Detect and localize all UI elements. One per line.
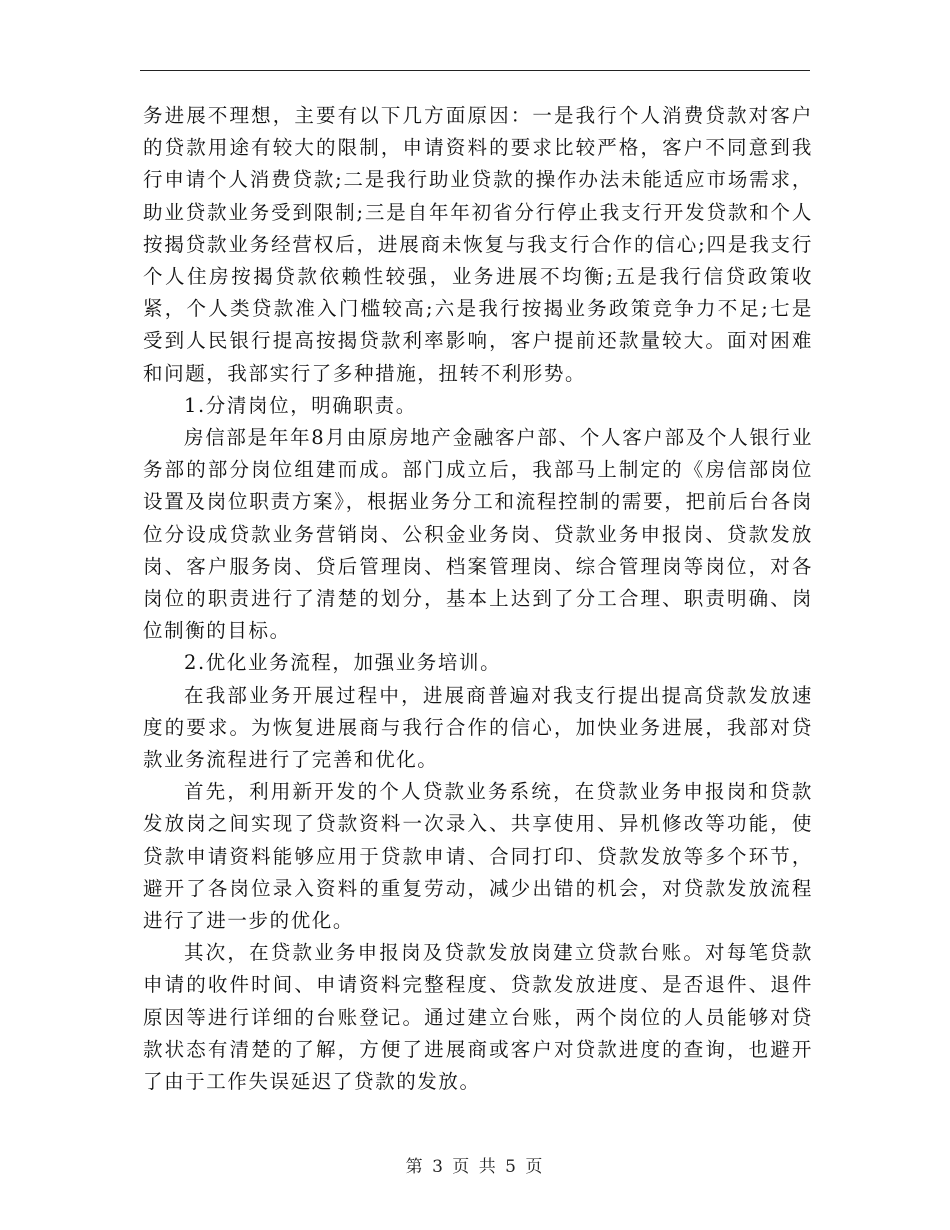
paragraph-second-measure: 其次，在贷款业务申报岗及贷款发放岗建立贷款台账。对每笔贷款申请的收件时间、申请资料完整程度、贷款发放进度、是否退件、退件原因等进行详细的台账登记。通过建立台账，两个岗位的人员能够对贷款状态有清楚的了解，方便了进展商或客户对贷款进度的查询，也避开了由于工作失误延迟了贷款的发放。 xyxy=(143,941,813,1094)
paragraph-first-measure: 首先，利用新开发的个人贷款业务系统，在贷款业务申报岗和贷款发放岗之间实现了贷款资料一次录入、共享使用、异机修改等功能，使贷款申请资料能够应用于贷款申请、合同打印、贷款发放等多个环节，避开了各岗位录入资料的重复劳动，减少出错的机会，对贷款发放流程进行了进一步的优化。 xyxy=(143,780,813,933)
paragraph-process-intro: 在我部业务开展过程中，进展商普遍对我支行提出提高贷款发放速度的要求。为恢复进展商与我行合作的信心，加快业务进展，我部对贷款业务流程进行了完善和优化。 xyxy=(143,683,813,772)
document-body xyxy=(143,100,813,1098)
section-heading-2: 2.优化业务流程，加强业务培训。 xyxy=(184,651,502,675)
paragraph-department-setup: 房信部是年年8月由原房地产金融客户部、个人客户部及个人银行业务部的部分岗位组建而成。部门成立后，我部马上制定的《房信部岗位设置及岗位职责方案》，根据业务分工和流程控制的需要，把前后台各岗位分设成贷款业务营销岗、公积金业务岗、贷款业务申报岗、贷款发放岗、客户服务岗、贷后管理岗、档案管理岗、综合管理岗等岗位，对各岗位的职责进行了清楚的划分，基本上达到了分工合理、职责明确、岗位制衡的目标。 xyxy=(143,426,813,643)
header-rule xyxy=(140,70,810,71)
paragraph-causes: 务进展不理想，主要有以下几方面原因：一是我行个人消费贷款对客户的贷款用途有较大的限制，申请资料的要求比较严格，客户不同意到我行申请个人消费贷款;二是我行助业贷款的操作办法未能适应市场需求，助业贷款业务受到限制;三是自年年初省分行停止我支行开发贷款和个人按揭贷款业务经营权后，进展商未恢复与我支行合作的信心;四是我支行个人住房按揭贷款依赖性较强，业务进展不均衡;五是我行信贷政策收紧，个人类贷款准入门槛较高;六是我行按揭业务政策竞争力不足;七是受到人民银行提高按揭贷款利率影响，客户提前还款量较大。面对困难和问题，我部实行了多种措施，扭转不利形势。 xyxy=(143,104,813,385)
section-heading-1: 1.分清岗位，明确职责。 xyxy=(184,393,417,417)
page-number: 第 3 页 共 5 页 xyxy=(405,1157,545,1177)
